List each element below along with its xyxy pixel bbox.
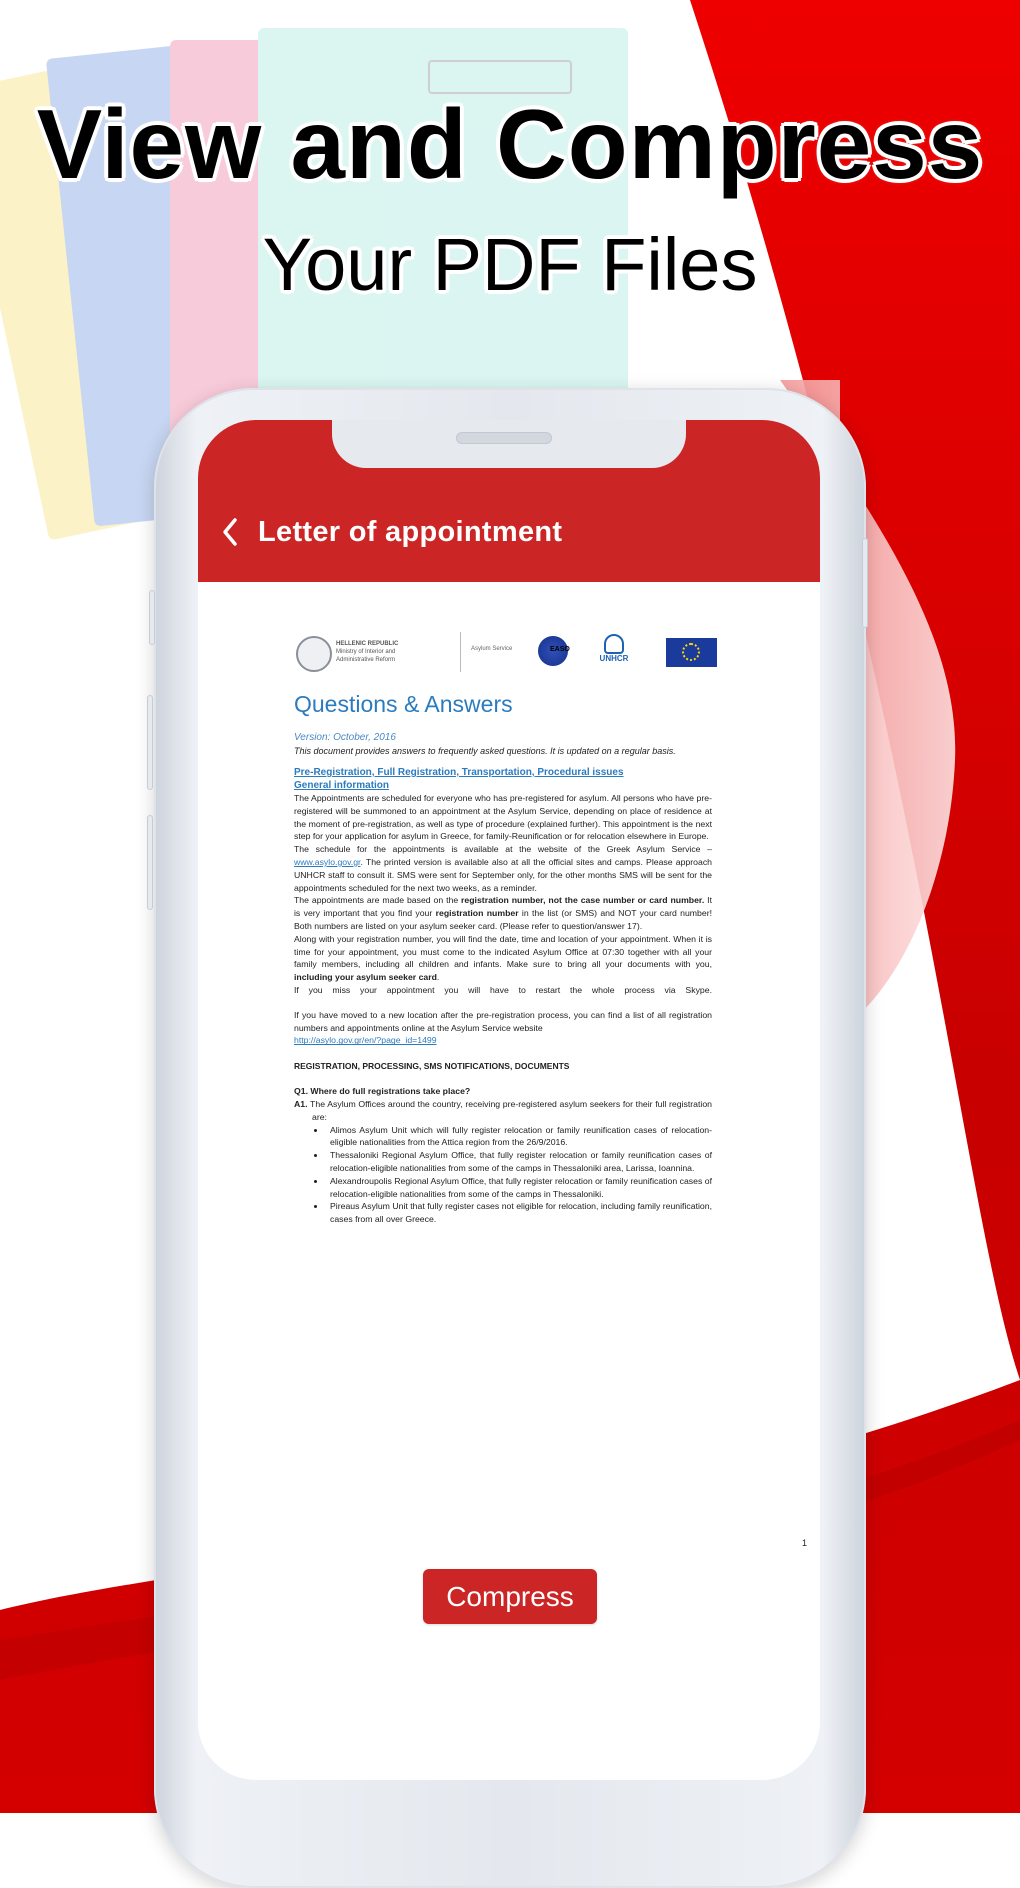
promo-headline: View and Compress	[36, 89, 984, 199]
general-information-link[interactable]: General information	[294, 780, 390, 791]
paragraph: If you miss your appointment you will have to restart the whole process via Skype.	[294, 984, 712, 995]
asylo-website-link[interactable]: www.asylo.gov.gr	[294, 856, 361, 867]
asylum-service-label: Asylum Service	[471, 646, 513, 652]
app-bar	[198, 420, 820, 582]
phone-notch	[332, 420, 686, 468]
question-1: Q1. Where do full registrations take place?	[294, 1086, 471, 1097]
easo-label: EASO	[550, 646, 570, 653]
phone-volume-down-button	[147, 815, 153, 910]
document-version: Version: October, 2016	[294, 732, 396, 743]
paragraph: The appointments are made based on the registration number, not the case number or card number. It is very important that you find your registration number in the list (or SMS) and NOT your card number! Both numbers are listed on your asylum seeker card. (Please refer to question/answer 17).	[294, 895, 713, 931]
phone-screen	[198, 420, 820, 1780]
ministry-label-2: Administrative Reform	[336, 657, 396, 663]
asylum-offices-list	[294, 1124, 712, 1226]
easo-logo-icon	[538, 636, 568, 666]
paragraph: The Appointments are scheduled for everyone who has pre-registered for asylum. All persons who have pre-registered will be summoned to an appointment at the Asylum Service, depending on place of residence at the moment of pre-registration, as well as type of procedure (explained further). This appointment is the next step for your application for asylum in Greece, for family-Reunification or for relocation elsewhere in Europe.	[294, 793, 712, 842]
document-title: Questions & Answers	[294, 691, 513, 717]
back-button[interactable]	[216, 512, 246, 552]
document-logo-bar	[294, 630, 712, 676]
paragraph: The schedule for the appointments is available at the website of the Greek Asylum Service – www.asylo.gov.gr. The printed version is available also at all the official sites and camps. Please approach UNHCR staff to consult it. SMS were sent for September only, for the other months SMS will be sent for the appointments scheduled for the next two weeks, as a reminder.	[294, 844, 712, 893]
phone-volume-up-button	[147, 695, 153, 790]
section-heading-link[interactable]: Pre-Registration, Full Registration, Transportation, Procedural issues	[294, 767, 624, 778]
page-title: Letter of appointment	[258, 516, 563, 548]
ministry-label: Ministry of Interior and	[336, 649, 396, 655]
compress-button[interactable]: Compress	[423, 1569, 597, 1624]
greek-coat-of-arms-icon	[296, 636, 332, 672]
list-item: • Pireaus Asylum Unit that fully register cases not eligible for relocation, including family reunification, cases from all over Greece.	[326, 1200, 712, 1226]
unhcr-logo-icon	[596, 634, 632, 670]
chevron-left-icon	[216, 512, 246, 552]
phone-power-button	[862, 538, 868, 628]
list-item: • Alexandroupolis Regional Asylum Office, that fully register relocation or family reunification cases of relocation-eligible nationalities from some of the camps in Thessaloniki.	[326, 1175, 712, 1201]
pdf-page-preview[interactable]	[294, 630, 808, 1548]
document-intro: This document provides answers to frequently asked questions. It is updated on a regular basis.	[294, 746, 676, 756]
appointments-page-link[interactable]: http://asylo.gov.gr/en/?page_id=1499	[294, 1035, 437, 1046]
logo-divider	[460, 632, 461, 672]
unhcr-label: UNHCR	[599, 654, 629, 663]
paragraph: Along with your registration number, you will find the date, time and location of your appointment. When it is time for your appointment, you must come to the indicated Asylum Office at 07:30 together with all your family members, including all children and infants. Make sure to bring all your documents with you, including your asylum seeker card.	[294, 933, 712, 983]
page-number: 1	[802, 1538, 808, 1548]
phone-side-button	[149, 590, 155, 645]
list-item: • Alimos Asylum Unit which will fully register relocation or family reunification cases of relocation-eligible nationalities from the Attica region from the 26/9/2016.	[326, 1124, 712, 1150]
hellenic-republic-label: HELLENIC REPUBLIC	[336, 641, 399, 647]
eu-flag-icon	[666, 638, 717, 667]
answer-1: A1. The Asylum Offices around the country, receiving pre-registered asylum seekers for their full registration are:	[294, 1098, 712, 1122]
speaker-grille	[456, 432, 552, 444]
section-heading: REGISTRATION, PROCESSING, SMS NOTIFICATIONS, DOCUMENTS	[294, 1061, 570, 1072]
paragraph: If you have moved to a new location after the pre-registration process, you can find a list of all registration numbers and appointments online at the Asylum Service website http://asylo.gov.gr/en/?page_id=1499	[294, 1009, 712, 1046]
list-item: • Thessaloniki Regional Asylum Office, that fully register relocation or family reunification cases of relocation-eligible nationalities from some of the camps in Thessaloniki area, Larissa, Ioannina.	[326, 1149, 712, 1175]
promo-subheadline: Your PDF Files	[262, 223, 758, 306]
